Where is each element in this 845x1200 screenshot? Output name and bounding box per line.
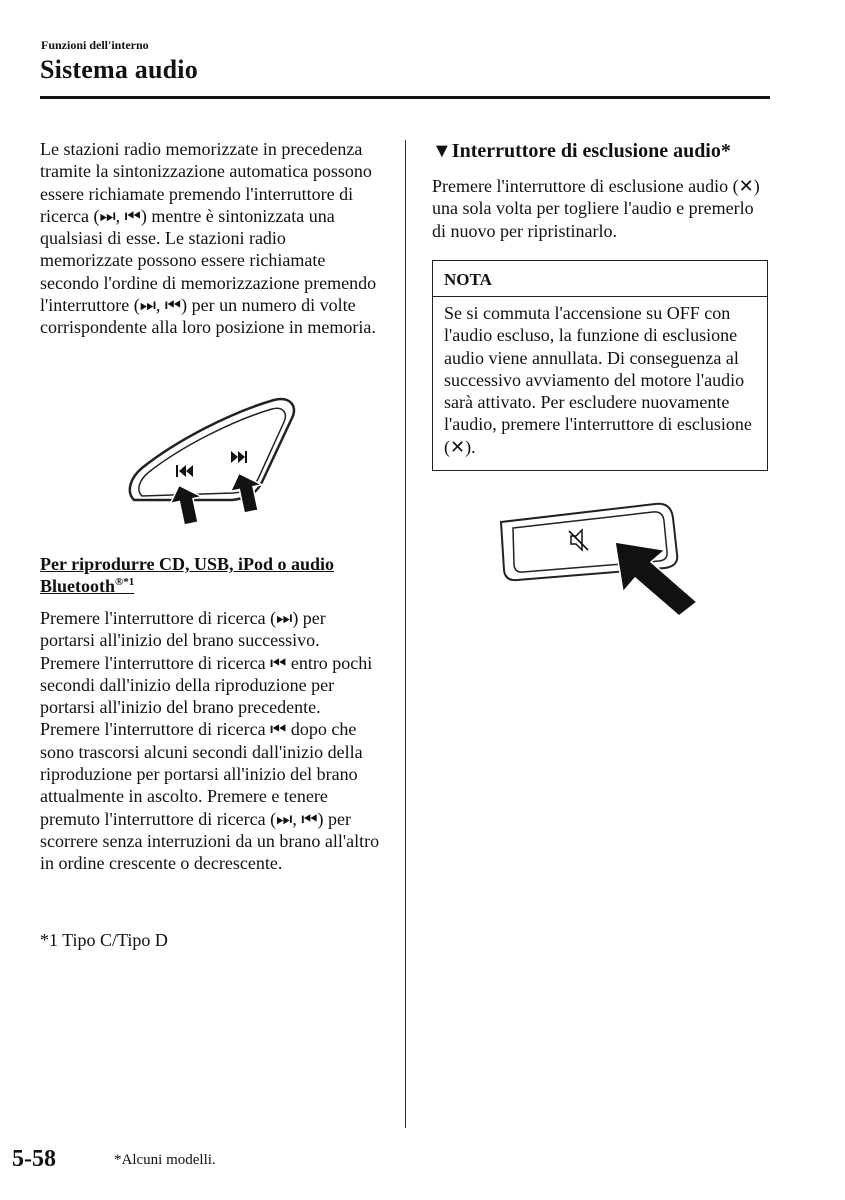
note-body: Se si commuta l'accensione su OFF con l'audio escluso, la funzione di esclusione audio viene annullata. Di conseguenza al successivo avviamento del motore l'audio sarà attivato. Per escludere nuovamente l'audio, premere l'interruttore di esclusione (✕). xyxy=(444,303,752,457)
note-title: NOTA xyxy=(433,261,767,297)
arrow-pointer-icon xyxy=(615,542,697,616)
section-label: Funzioni dell'interno xyxy=(41,38,149,52)
page-title: Sistema audio xyxy=(40,55,198,84)
seek-switch-illustration xyxy=(122,396,302,526)
playback-subheading: Per riprodurre CD, USB, iPod o audio Bluetooth$^{®*1}$ xyxy=(40,554,335,596)
mute-paragraph: Premere l'interruttore di esclusione audio (✕) una sola volta per togliere l'audio e premerlo di nuovo per ripristinarlo. xyxy=(432,176,760,241)
page-number: 5-58 xyxy=(12,1146,56,1172)
footnote: *1 Tipo C/Tipo D xyxy=(40,930,168,950)
mute-heading: ▼Interruttore di esclusione audio* xyxy=(432,140,731,162)
header-rule xyxy=(40,96,770,99)
intro-paragraph: Le stazioni radio memorizzate in precedenza tramite la sintonizzazione automatica possono essere richiamate premendo l'interruttore di ricerca (⏭, ⏮) mentre è sintonizzata una qualsiasi di esse. Le stazioni radio memorizzate possono essere richiamate secondo l'ordine di memorizzazione premendo l'interruttore (⏭, ⏮) per un numero di volte corrispondente alla loro posizione in memoria. xyxy=(40,139,377,338)
playback-paragraph: Premere l'interruttore di ricerca (⏭) per portarsi all'inizio del brano successivo. Premere l'interruttore di ricerca ⏮ entro pochi secondi dall'inizio della riproduzione per portarsi all'inizio del brano precedente. Premere l'interruttore di ricerca ⏮ dopo che sono trascorsi alcuni secondi dall'inizio della riproduzione per portarsi all'inizio del brano attualmente in ascolto. Premere e tenere premuto l'interruttore di ricerca (⏭, ⏮) per scorrere senza interruzioni da un brano all'altro in ordine crescente o decrescente. xyxy=(40,608,380,874)
note-box xyxy=(432,260,768,471)
mute-switch-illustration xyxy=(495,498,705,618)
column-divider xyxy=(405,140,406,1128)
some-models-note: *Alcuni modelli. xyxy=(114,1152,216,1168)
